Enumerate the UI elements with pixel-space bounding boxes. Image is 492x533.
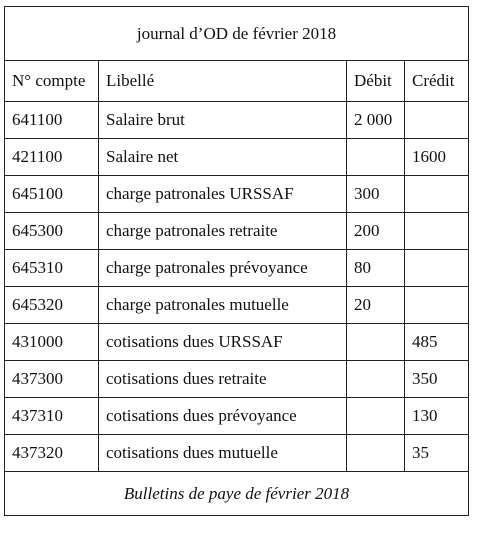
cell-debit: 200 xyxy=(347,213,405,250)
cell-account: 645100 xyxy=(5,176,99,213)
cell-credit xyxy=(405,287,469,324)
journal-table xyxy=(4,6,469,516)
cell-label: Salaire net xyxy=(99,139,347,176)
cell-account: 437320 xyxy=(5,435,99,472)
table-row xyxy=(5,213,469,250)
cell-debit: 80 xyxy=(347,250,405,287)
header-debit: Débit xyxy=(347,61,405,102)
cell-credit xyxy=(405,250,469,287)
cell-account: 437300 xyxy=(5,361,99,398)
title-row xyxy=(5,7,469,61)
cell-debit xyxy=(347,361,405,398)
journal-title: journal d’OD de février 2018 xyxy=(5,7,469,61)
header-credit: Crédit xyxy=(405,61,469,102)
cell-account: 437310 xyxy=(5,398,99,435)
footer-row xyxy=(5,472,469,516)
cell-credit: 35 xyxy=(405,435,469,472)
cell-account: 645300 xyxy=(5,213,99,250)
cell-credit: 485 xyxy=(405,324,469,361)
cell-credit xyxy=(405,102,469,139)
cell-debit: 2 000 xyxy=(347,102,405,139)
table-row xyxy=(5,435,469,472)
cell-debit xyxy=(347,435,405,472)
table-row xyxy=(5,139,469,176)
cell-label: charge patronales retraite xyxy=(99,213,347,250)
cell-credit xyxy=(405,213,469,250)
cell-debit xyxy=(347,324,405,361)
cell-label: cotisations dues mutuelle xyxy=(99,435,347,472)
table-row xyxy=(5,398,469,435)
cell-label: cotisations dues URSSAF xyxy=(99,324,347,361)
cell-credit: 350 xyxy=(405,361,469,398)
cell-account: 645320 xyxy=(5,287,99,324)
cell-debit: 20 xyxy=(347,287,405,324)
header-account: N° compte xyxy=(5,61,99,102)
table-row xyxy=(5,361,469,398)
cell-credit: 130 xyxy=(405,398,469,435)
table-row xyxy=(5,287,469,324)
cell-account: 641100 xyxy=(5,102,99,139)
table-row xyxy=(5,324,469,361)
cell-account: 645310 xyxy=(5,250,99,287)
header-row xyxy=(5,61,469,102)
table-row xyxy=(5,176,469,213)
cell-label: charge patronales URSSAF xyxy=(99,176,347,213)
cell-label: charge patronales prévoyance xyxy=(99,250,347,287)
cell-account: 421100 xyxy=(5,139,99,176)
cell-debit xyxy=(347,398,405,435)
table-row xyxy=(5,250,469,287)
table-row xyxy=(5,102,469,139)
cell-label: Salaire brut xyxy=(99,102,347,139)
cell-label: cotisations dues retraite xyxy=(99,361,347,398)
cell-credit: 1600 xyxy=(405,139,469,176)
cell-account: 431000 xyxy=(5,324,99,361)
cell-debit xyxy=(347,139,405,176)
cell-label: charge patronales mutuelle xyxy=(99,287,347,324)
journal-footer: Bulletins de paye de février 2018 xyxy=(5,472,469,516)
header-label: Libellé xyxy=(99,61,347,102)
cell-credit xyxy=(405,176,469,213)
cell-debit: 300 xyxy=(347,176,405,213)
cell-label: cotisations dues prévoyance xyxy=(99,398,347,435)
